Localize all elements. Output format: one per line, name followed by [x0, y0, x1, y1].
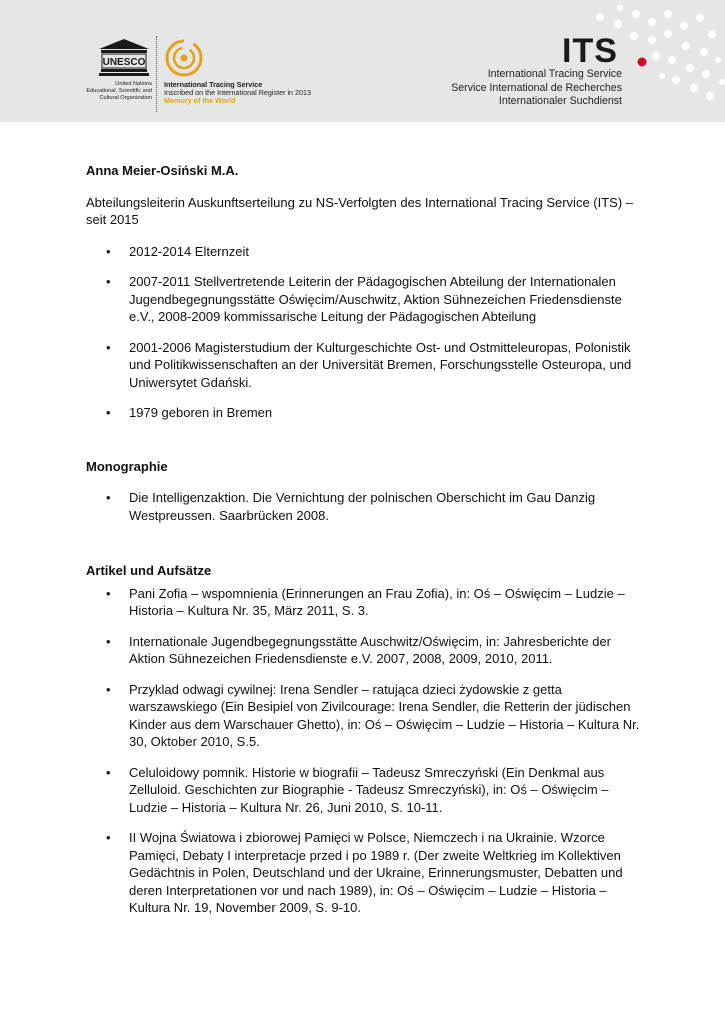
person-position: Abteilungsleiterin Auskunftserteilung zu NS-Verfolgten des International Tracing Service (ITS) – seit 2015 [86, 194, 634, 227]
section-heading-artikel: Artikel und Aufsätze [86, 563, 212, 578]
list-item: • 1979 geboren in Bremen [86, 404, 646, 422]
person-name: Anna Meier-Osiński M.A. [86, 163, 239, 178]
list-item: • 2012-2014 Elternzeit [86, 243, 646, 261]
list-item: • Internationale Jugendbegegnungsstätte Auschwitz/Oświęcim, in: Jahresberichte der Aktion Sühnezeichen Friedensdienste e.V. 2007, 2008, 2009, 2010, 2011. [86, 633, 646, 668]
its-inscription: International Tracing Service Inscribed on the International Register in 2013 Memory of the World [164, 80, 312, 106]
letterhead [0, 0, 725, 122]
section-heading-monographie: Monographie [86, 458, 168, 474]
artikel-list [86, 585, 646, 917]
memory-of-the-world-logo [164, 38, 204, 78]
list-item: • 2007-2011 Stellvertretende Leiterin der Pädagogischen Abteilung der Internationalen Jugendbegegnungsstätte Oświęcim/Auschwitz, Aktion Sühnezeichen Friedensdienste e.V., 2008-2009 kommissarische Leitung der Pädagogischen Abteilung [86, 273, 646, 326]
list-item: • 2001-2006 Magisterstudium der Kulturgeschichte Ost- und Ostmitteleuropas, Polonistik und Politikwissenschaften an der Universität Bremen, Forschungsstelle Osteuropa, und Uniwersytet Gdański. [86, 339, 646, 392]
unesco-org-name: United Nations Educational, Scientific and Cultural Organization [86, 81, 152, 101]
divider [156, 36, 157, 112]
list-item: • Celuloidowy pomnik. Historie w biografii – Tadeusz Smreczyński (Ein Denkmal aus Zelluloid. Geschichten zur Biographie - Tadeusz Smreczyński), in: Oś – Oświęcim – Ludzie – Historia – Kultura Nr. 26, Juni 2010, S. 10-11. [86, 764, 646, 817]
bio-list [86, 243, 646, 422]
list-item: • Przyklad odwagi cywilnej: Irena Sendler – ratująca dzieci żydowskie z getta warszawskiego (Ein Besipiel von Zivilcourage: Irena Sendler, die Retterin der jüdischen Kinder aus dem Warschauer Ghetto), in: Oś – Oświęcim – Ludzie – Historia – Kultura Nr. 30, Oktober 2010, S.5. [86, 681, 646, 751]
its-name: International Tracing Service Service International de Recherches Internationaler Suchdienst [451, 68, 622, 107]
list-item: • Die Intelligenzaktion. Die Vernichtung der polnischen Oberschicht im Gau Danzig Westpreussen. Saarbrücken 2008. [86, 489, 646, 524]
unesco-logo [96, 38, 152, 78]
list-item: • Pani Zofia – wspomnienia (Erinnerungen an Frau Zofia), in: Oś – Oświęcim – Ludzie – Historia – Kultura Nr. 35, März 2011, S. 3. [86, 585, 646, 620]
document-body [86, 162, 646, 930]
list-item: • II Wojna Światowa i zbiorowej Pamięci w Polsce, Niemczech i na Ukrainie. Wzorce Pamięci, Debaty I interpretacje przed i po 1989 r. (Der zweite Weltkrieg im Kollektiven Gedächtnis in Polen, Deutschland und der Ukraine, Erinnerungsmuster, Debatten und deren Interpretationen vor und nach 1989), in: Oś – Oświęcim – Ludzie – Historia – Kultura Nr. 19, November 2009, S. 9-10. [86, 829, 646, 917]
monographie-list [86, 489, 646, 524]
svg-text:UNESCO: UNESCO [102, 57, 146, 68]
its-title: ITS [562, 32, 618, 70]
